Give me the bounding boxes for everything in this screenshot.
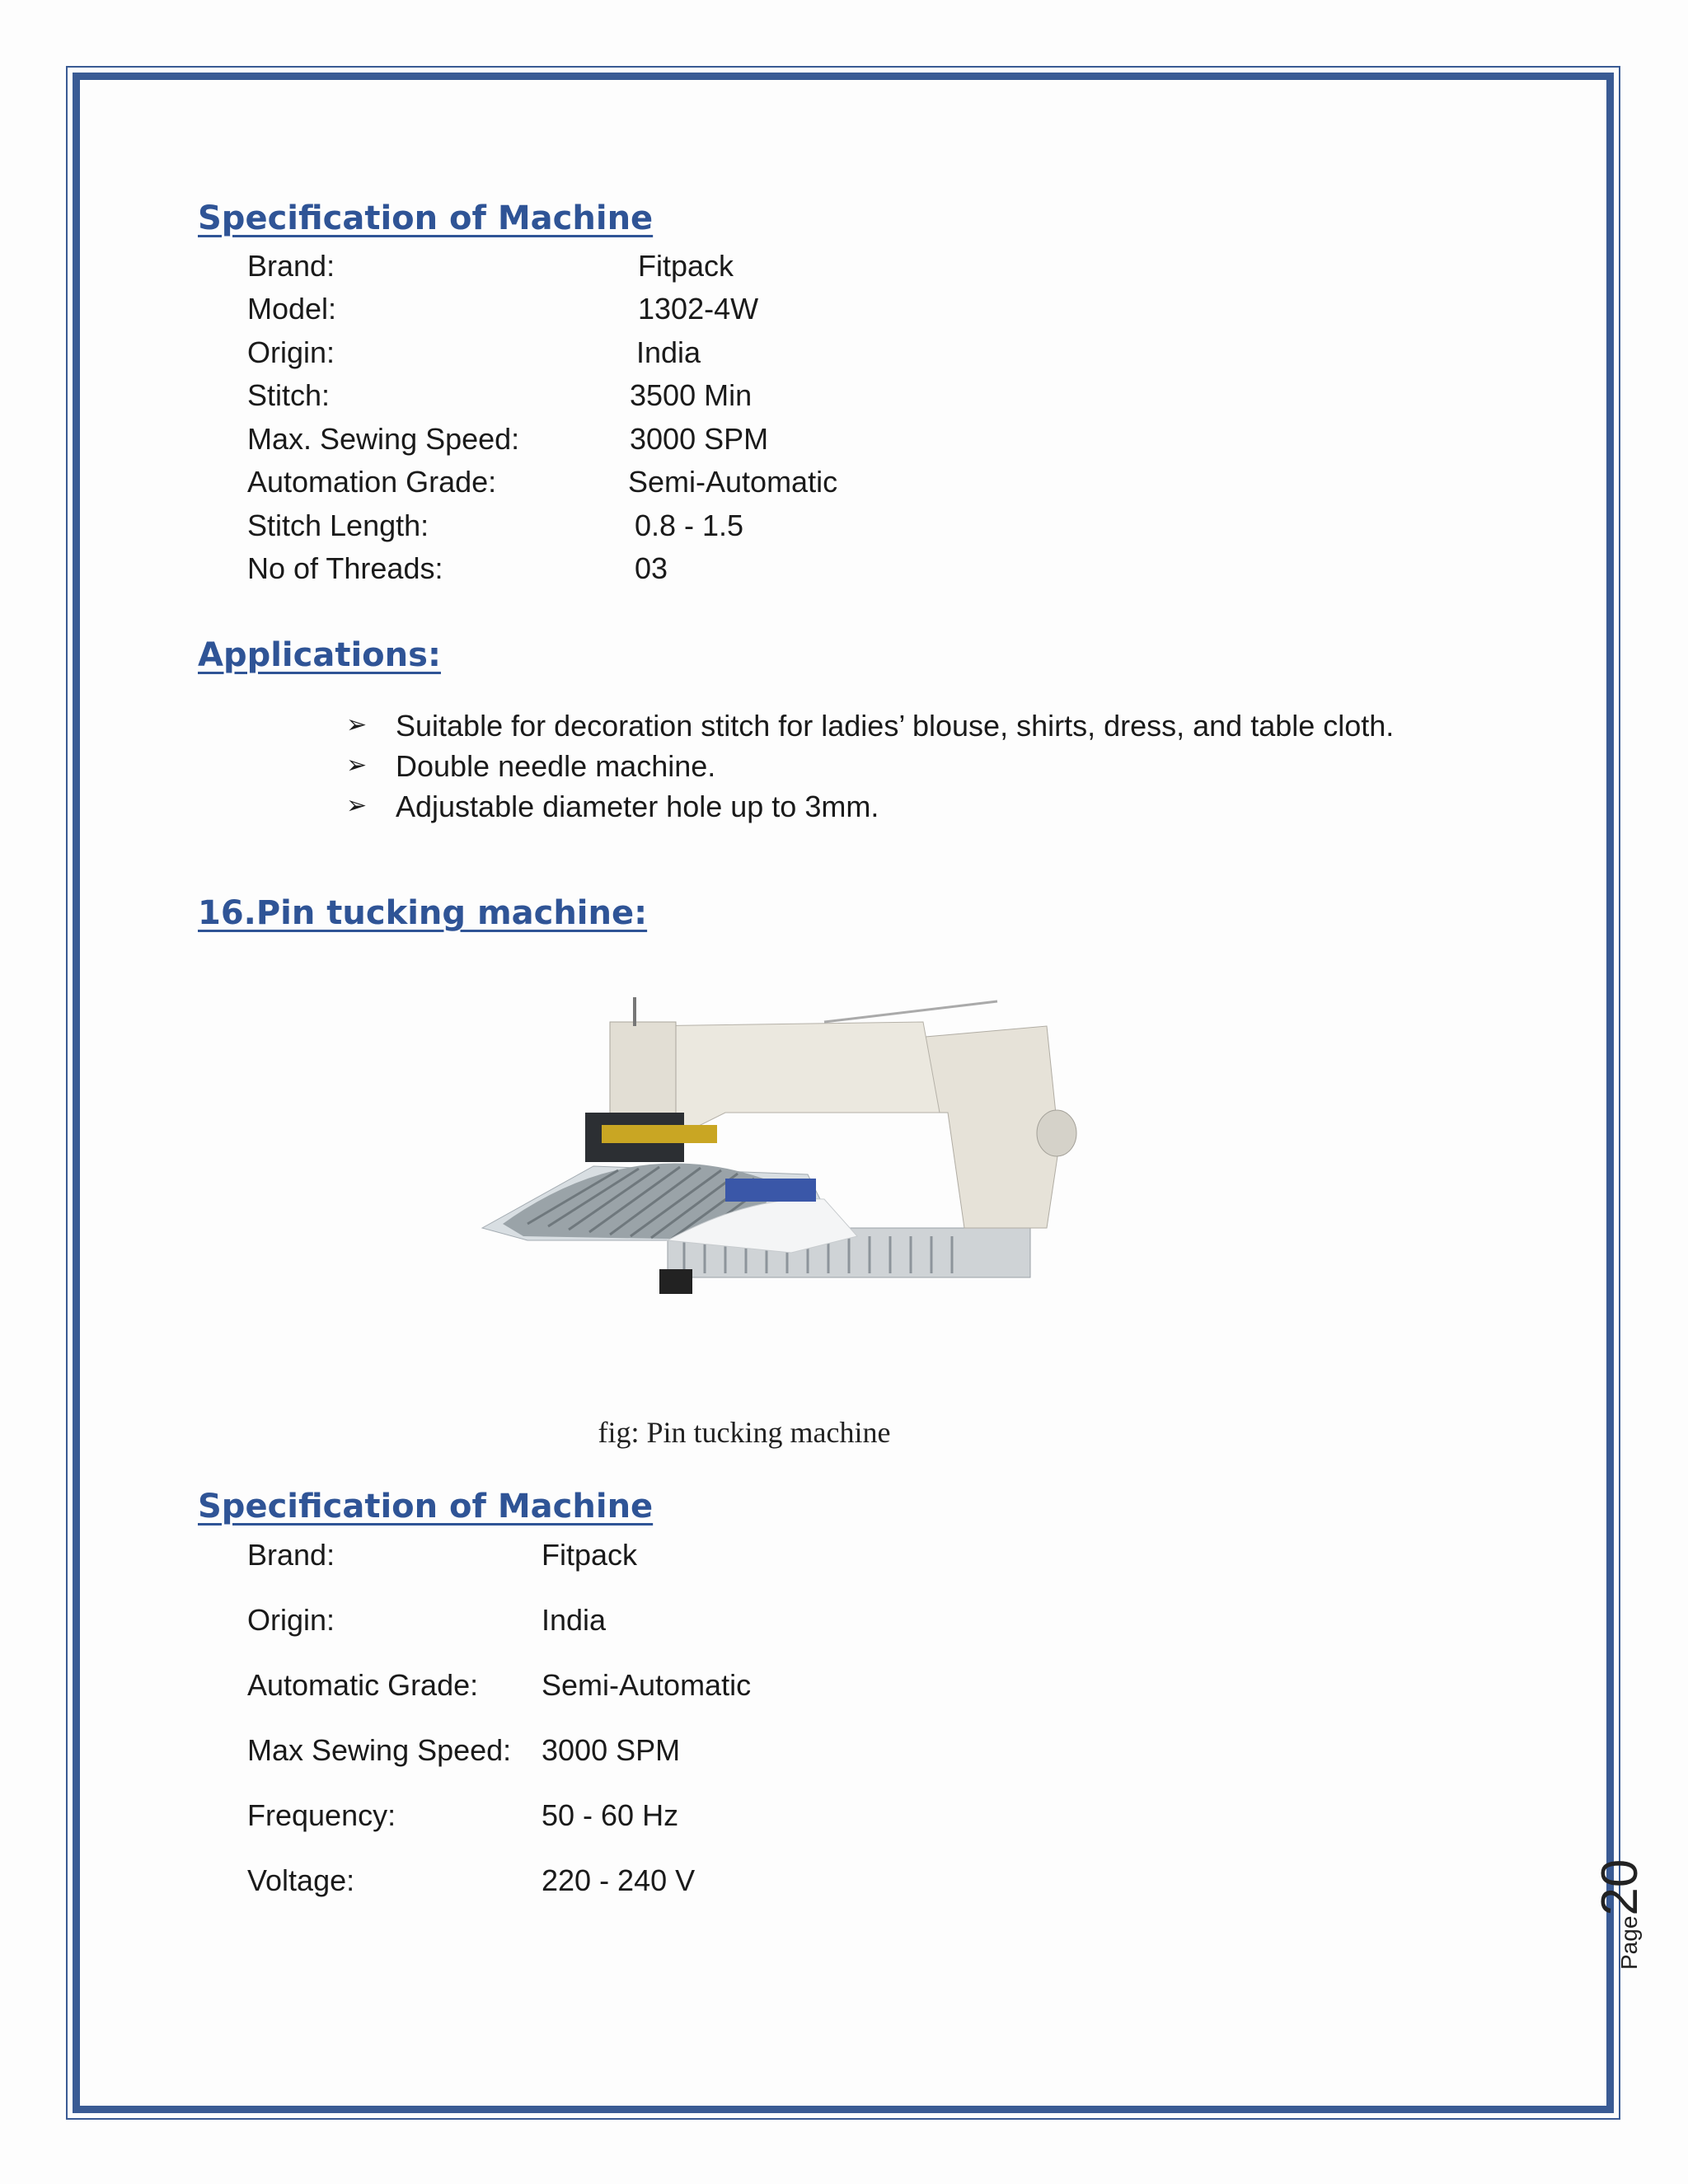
arrow-bullet-icon: ➢ — [346, 791, 368, 820]
spec-label: Brand: — [247, 249, 335, 283]
spec-value: Fitpack — [542, 1538, 638, 1572]
spec-label: No of Threads: — [247, 551, 443, 585]
spec-value: 220 - 240 V — [542, 1863, 696, 1897]
spec-value: India — [636, 335, 701, 369]
spec-label: Voltage: — [247, 1863, 355, 1897]
spec-label: Automatic Grade: — [247, 1668, 479, 1702]
list-item-text: Adjustable diameter hole up to 3mm. — [396, 790, 879, 823]
spec-value: Semi-Automatic — [542, 1668, 752, 1702]
spec-value: 3000 SPM — [542, 1733, 681, 1767]
spec-heading-1: Specification of Machine — [198, 199, 654, 237]
spec-value: Semi-Automatic — [628, 465, 838, 499]
spec-value: Fitpack — [638, 249, 734, 283]
spec-label: Automation Grade: — [247, 465, 497, 499]
spec-label: Stitch Length: — [247, 509, 429, 542]
page-label: Page — [1616, 1915, 1642, 1970]
list-item-text: Suitable for decoration stitch for ladies’ blouse, shirts, dress, and table cloth. — [396, 709, 1395, 743]
sewing-machine-image — [478, 989, 1096, 1310]
spec-value: 0.8 - 1.5 — [635, 509, 744, 542]
figure-caption: fig: Pin tucking machine — [598, 1416, 891, 1449]
page-number — [1591, 1859, 1649, 1970]
spec-label: Brand: — [247, 1538, 335, 1572]
spec-value: 50 - 60 Hz — [542, 1798, 679, 1832]
arrow-bullet-icon: ➢ — [346, 710, 368, 739]
spec-value: 3000 SPM — [630, 422, 769, 456]
spec-value: India — [542, 1603, 607, 1637]
spec-heading-2: Specification of Machine — [198, 1488, 654, 1526]
list-item — [346, 749, 1394, 790]
list-item — [346, 709, 1394, 749]
spec-label: Model: — [247, 292, 337, 326]
spec-label: Origin: — [247, 335, 335, 369]
spec-value: 1302-4W — [638, 292, 759, 326]
spec-label: Max Sewing Speed: — [247, 1733, 512, 1767]
spec-value: 03 — [635, 551, 668, 585]
spec-label: Max. Sewing Speed: — [247, 422, 520, 456]
list-item-text: Double needle machine. — [396, 749, 716, 783]
arrow-bullet-icon: ➢ — [346, 751, 368, 780]
spec-label: Origin: — [247, 1603, 335, 1637]
spec-value: 3500 Min — [630, 378, 753, 412]
spec-label: Frequency: — [247, 1798, 396, 1832]
applications-list — [346, 709, 1394, 830]
spec-label: Stitch: — [247, 378, 331, 412]
applications-heading: Applications: — [198, 636, 441, 674]
page-number-value: 20 — [1592, 1858, 1648, 1916]
pin-tucking-heading: 16.Pin tucking machine: — [198, 894, 648, 932]
list-item — [346, 790, 1394, 830]
